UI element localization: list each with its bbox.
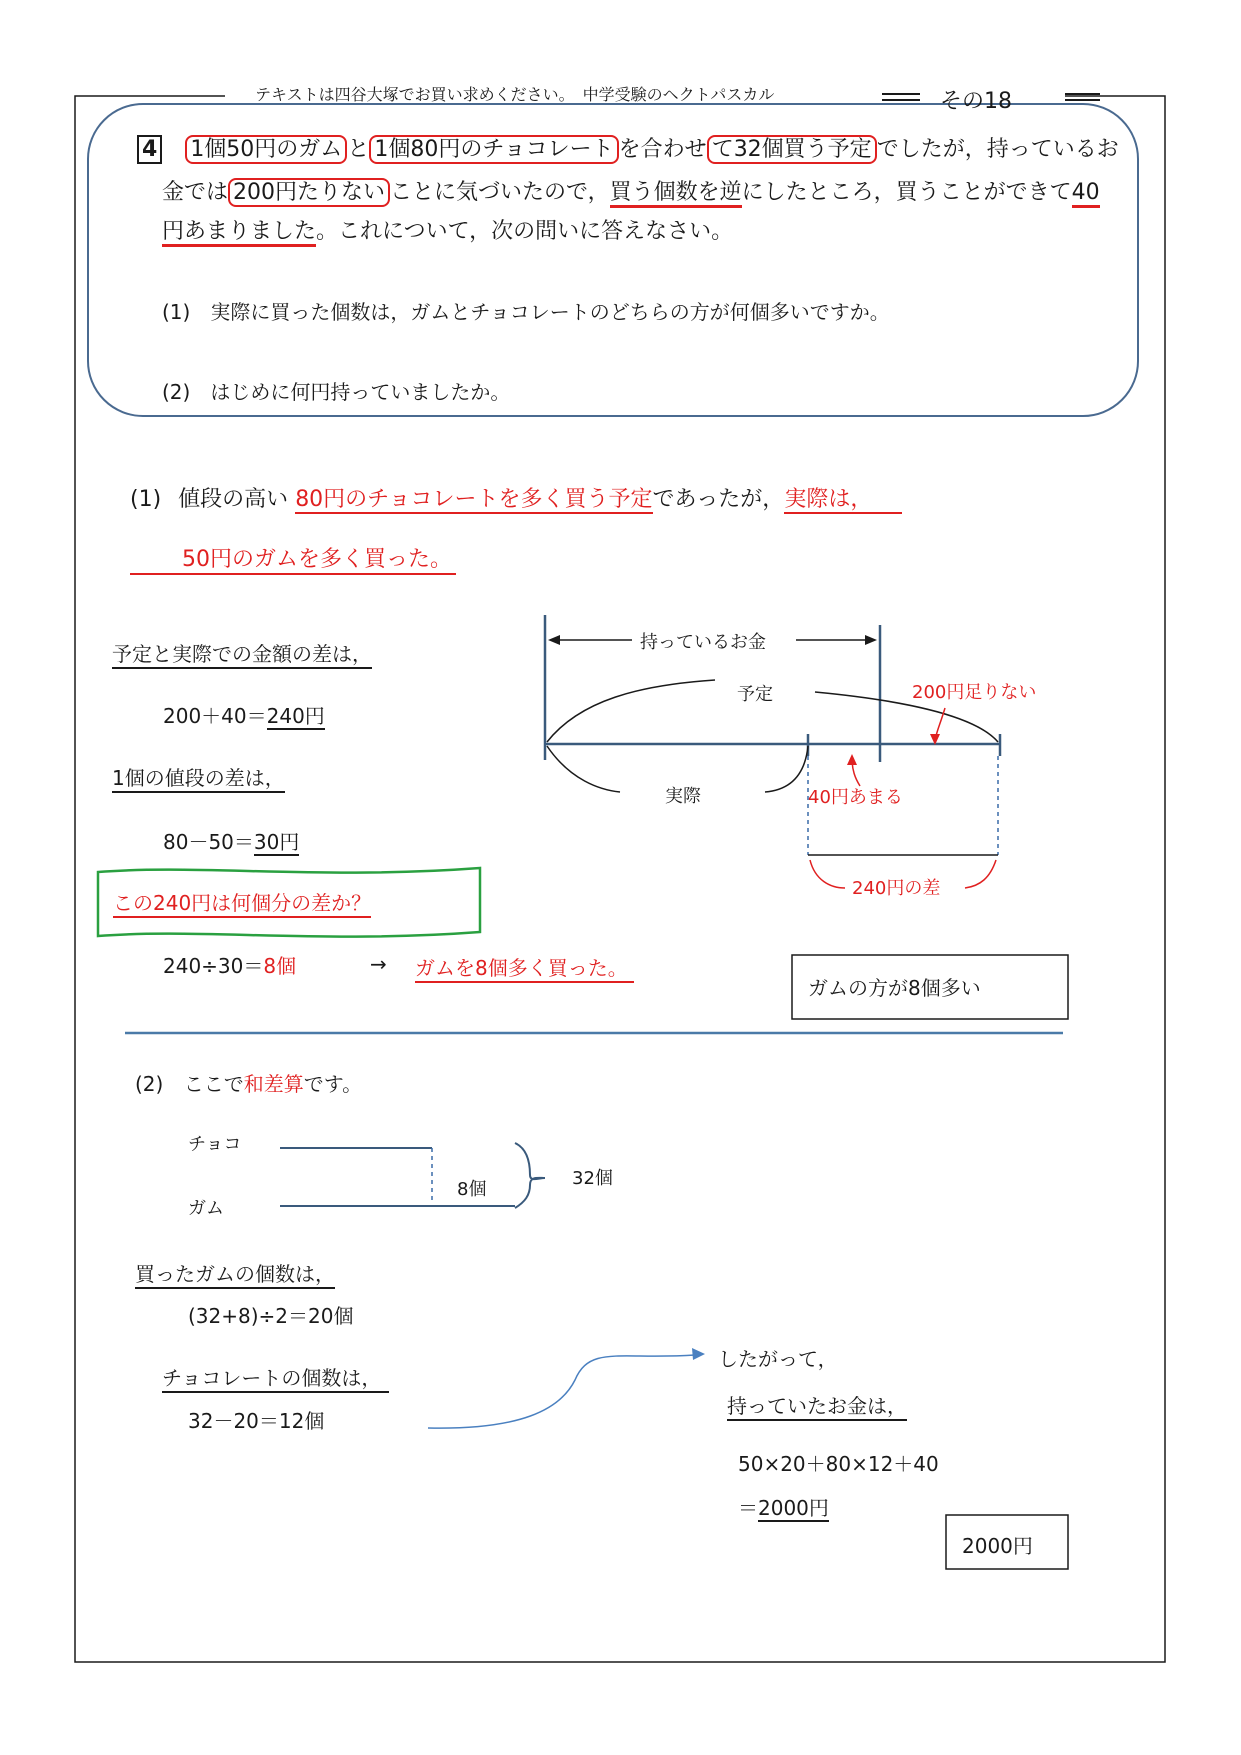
shortage: 200円たりない [228, 178, 390, 207]
calc-3-expr: 240÷30＝ [163, 954, 264, 978]
choco-count-label: チョコレートの個数は， [162, 1362, 389, 1393]
calc-3 [163, 950, 296, 979]
answer-1: ガムの方が8個多い [808, 976, 981, 1000]
money-result: 2000円 [758, 1496, 829, 1520]
choco-label: チョコ [188, 1134, 242, 1155]
money-calc-1: 50×20＋80×12＋40 [738, 1452, 939, 1476]
text-segment: 金では [162, 180, 229, 205]
calc-2-result: 30円 [253, 830, 300, 854]
text-segment: にしたところ，買うことができて [741, 180, 1072, 205]
calc-3-result: 8個 [263, 954, 297, 978]
money-total-label: 持っていたお金は， [727, 1390, 907, 1421]
q2-text: はじめに何円持っていましたか。 [210, 380, 511, 404]
equals: ＝ [738, 1496, 758, 1520]
part1-line-2: 50円のガムを多く買った。 [130, 542, 456, 575]
part2-number: (2) [135, 1072, 164, 1096]
extra-amount-cont: 円あまりました [162, 219, 316, 247]
text-segment: であったが， [652, 487, 785, 512]
reversed-count: 買う個数を逆 [610, 180, 742, 208]
calc-2 [163, 826, 299, 855]
text-segment: と [347, 137, 370, 162]
problem-number: 4 [137, 135, 162, 164]
part1-heading [130, 482, 902, 513]
diff-count: 8個 [457, 1179, 487, 1200]
question-2 [162, 376, 510, 405]
total-count: 32個 [572, 1168, 613, 1189]
page-label: その18 [940, 89, 1012, 114]
text-segment: でしたが，持っているお [876, 137, 1119, 162]
part1-result: ガムを8個多く買った。 [415, 952, 634, 983]
result-arrow: → [370, 952, 387, 976]
problem-line-1 [137, 132, 1119, 163]
short-label: 200円足りない [912, 682, 1037, 703]
problem-line-3 [162, 214, 733, 245]
text-segment: です。 [303, 1072, 363, 1096]
text-segment: 値段の高い [178, 487, 289, 512]
q2-number: (2) [162, 380, 191, 404]
money-label: 持っているお金 [640, 632, 766, 653]
q1-number: (1) [162, 300, 191, 324]
gum-calc: (32+8)÷2＝20個 [188, 1304, 354, 1328]
calc-1-result: 240円 [266, 704, 325, 728]
key-question: この240円は何個分の差か？ [113, 887, 371, 918]
gum-label: ガム [188, 1198, 224, 1219]
therefore: したがって， [718, 1347, 838, 1371]
calc-2-expr: 80－50＝ [163, 830, 254, 854]
text-segment: ここで [183, 1072, 244, 1096]
extra-label: 40円あまる [808, 787, 903, 808]
q1-text: 実際に買った個数は，ガムとチョコレートのどちらの方が何個多いですか。 [210, 300, 890, 324]
question-1 [162, 296, 890, 325]
text-segment: 。これについて，次の問いに答えなさい。 [316, 219, 734, 244]
problem-line-2 [162, 175, 1100, 206]
calc-1 [163, 700, 325, 729]
diff-240-label: 240円の差 [852, 878, 941, 899]
answer-2: 2000円 [962, 1534, 1033, 1558]
header-credit: テキストは四谷大塚でお買い求めください。 中学受験のヘクトパスカル [255, 85, 775, 104]
extra-amount: 40 [1072, 180, 1100, 208]
money-calc-2 [738, 1492, 829, 1521]
diff-label: 予定と実際での金額の差は， [112, 638, 372, 669]
text-segment: を合わせ [618, 137, 707, 162]
plan-statement: 80円のチョコレートを多く買う予定 [295, 487, 653, 512]
part1-number: (1) [130, 487, 162, 512]
gum-count-label: 買ったガムの個数は， [135, 1258, 335, 1289]
part2-heading [135, 1068, 362, 1097]
choco-calc: 32－20＝12個 [188, 1409, 325, 1433]
actual-statement: 実際は， [784, 487, 902, 514]
unit-diff-label: 1個の値段の差は， [112, 762, 285, 793]
method-name: 和差算 [243, 1072, 304, 1096]
calc-1-expr: 200＋40＝ [163, 704, 267, 728]
gum-price: 1個50円のガム [185, 135, 347, 164]
plan-label: 予定 [737, 684, 773, 705]
actual-label: 実際 [665, 786, 701, 807]
text-segment: ことに気づいたので， [390, 180, 610, 205]
planned-count: て32個買う予定 [707, 135, 877, 164]
choco-price: 1個80円のチョコレート [369, 135, 618, 164]
